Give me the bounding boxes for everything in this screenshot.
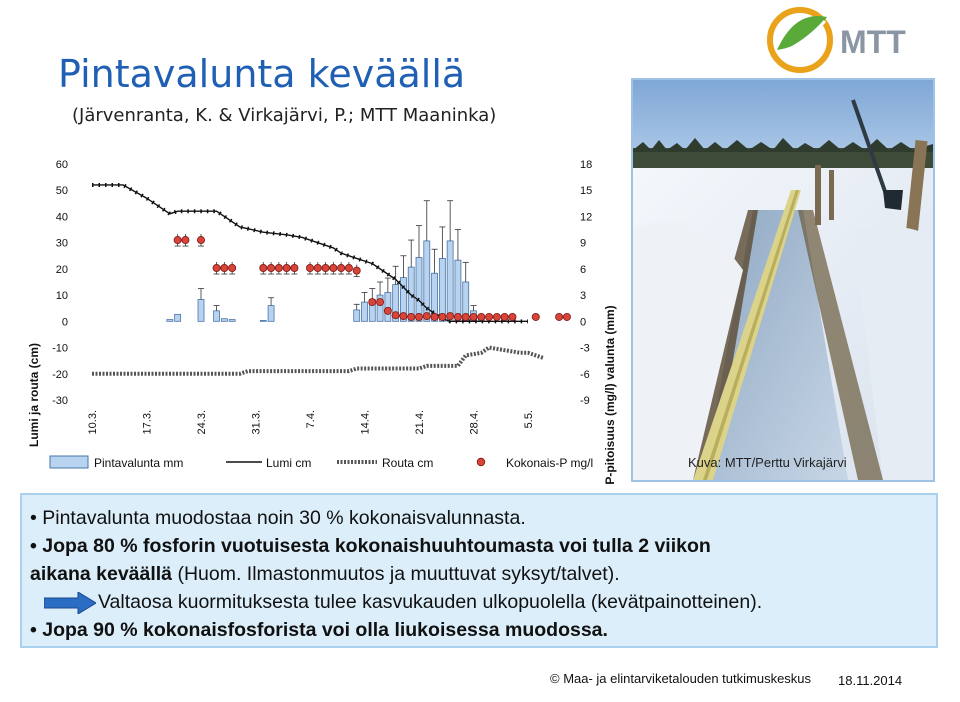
- kokonais-p-point: [182, 236, 189, 243]
- runoff-bar: [268, 306, 274, 322]
- left-tick-label: 60: [55, 159, 68, 171]
- kokonais-p-point: [353, 267, 360, 274]
- right-tick-label: 3: [580, 290, 587, 303]
- kokonais-p-point: [509, 313, 516, 320]
- left-tick-label: 30: [55, 237, 68, 250]
- right-tick-label: -6: [580, 368, 590, 381]
- runoff-bar: [214, 311, 220, 321]
- kokonais-p-point: [267, 264, 274, 271]
- photo-caption: Kuva: MTT/Perttu Virkajärvi: [688, 455, 847, 470]
- kokonais-p-point: [454, 313, 461, 320]
- kokonais-p-point: [314, 264, 321, 271]
- kokonais-p-point: [462, 313, 469, 320]
- kokonais-p-point: [306, 264, 313, 271]
- bullet-2-bold-part: aikana keväällä: [30, 563, 173, 585]
- kokonais-p-point: [485, 313, 492, 320]
- kokonais-p-point: [229, 264, 236, 271]
- x-tick-label: 28.4.: [468, 410, 481, 435]
- key-points-box: [20, 493, 938, 648]
- footer-copyright: © Maa- ja elintarviketalouden tutkimuskeskus: [550, 671, 812, 686]
- runoff-bar: [455, 260, 461, 321]
- bullet-2-continued: [30, 563, 620, 586]
- x-tick-label: 5.5.: [523, 410, 535, 429]
- kokonais-p-point: [338, 264, 345, 271]
- runoff-bar: [198, 299, 204, 321]
- runoff-bar: [416, 258, 422, 322]
- kokonais-p-point: [478, 313, 485, 320]
- kokonais-p-point: [174, 236, 181, 243]
- runoff-bar: [167, 320, 173, 322]
- left-tick-label: 50: [55, 185, 68, 198]
- left-tick-label: 20: [55, 263, 68, 276]
- runoff-bar: [354, 310, 360, 321]
- kokonais-p-point: [563, 313, 570, 320]
- right-tick-label: 6: [580, 263, 587, 276]
- bullet-4-text: Jopa 90 % kokonaisfosforista voi olla liukoisessa muodossa.: [42, 619, 608, 641]
- legend-label-kokonais-p: Kokonais-P mg/l: [506, 456, 594, 470]
- kokonais-p-point: [400, 312, 407, 319]
- kokonais-p-point: [532, 313, 539, 320]
- kokonais-p-point: [322, 264, 329, 271]
- routa-line: [92, 348, 544, 374]
- right-axis-label: P-pitoisuus (mg/l) valunta (mm): [603, 305, 617, 485]
- bullet-2-text: Jopa 80 % fosforin vuotuisesta kokonaishuuhtoumasta voi tulla 2 viikon: [42, 535, 711, 557]
- left-axis-label: Lumi ja routa (cm): [27, 342, 41, 448]
- kokonais-p-point: [556, 313, 563, 320]
- legend-label-pintavalunta: Pintavalunta mm: [94, 456, 184, 470]
- slide-subtitle: (Järvenranta, K. & Virkajärvi, P.; MTT Maaninka): [72, 105, 497, 126]
- legend-swatch-pintavalunta: [50, 456, 88, 468]
- kokonais-p-point: [415, 313, 422, 320]
- runoff-bar: [439, 258, 445, 321]
- kokonais-p-point: [275, 264, 282, 271]
- kokonais-p-point: [330, 264, 337, 271]
- runoff-bar: [175, 314, 181, 321]
- legend-label-lumi: Lumi cm: [266, 456, 312, 470]
- legend-label-routa: Routa cm: [382, 456, 434, 470]
- field-photo: [631, 78, 935, 482]
- x-tick-label: 21.4.: [414, 410, 426, 435]
- kokonais-p-point: [384, 307, 391, 314]
- legend-swatch-kokonais-p: [477, 458, 485, 466]
- kokonais-p-point: [392, 312, 399, 319]
- right-tick-label: 0: [580, 316, 587, 329]
- bullet-4: • Jopa 90 % kokonaisfosforista voi olla liukoisessa muodossa.: [30, 619, 608, 641]
- mtt-leaf-logo-icon: [765, 5, 945, 75]
- runoff-chart: [0, 150, 625, 485]
- kokonais-p-point: [369, 299, 376, 306]
- kokonais-p-point: [213, 264, 220, 271]
- left-tick-label: -30: [52, 395, 68, 407]
- runoff-bar: [362, 302, 368, 321]
- bullet-3-text: Valtaosa kuormituksesta tulee kasvukauden ulkopuolella (kevätpainotteinen).: [98, 591, 763, 613]
- left-tick-label: -10: [52, 342, 68, 355]
- kokonais-p-point: [197, 236, 204, 243]
- left-tick-label: 10: [55, 290, 68, 303]
- kokonais-p-point: [376, 299, 383, 306]
- bullet-3: [98, 591, 762, 614]
- runoff-bar: [447, 241, 453, 321]
- right-tick-label: 18: [580, 159, 593, 171]
- kokonais-p-point: [501, 313, 508, 320]
- kokonais-p-point: [408, 313, 415, 320]
- x-tick-label: 17.3.: [141, 410, 154, 435]
- bullet-2-rest: (Huom. Ilmastonmuutos ja muuttuvat syksyt/talvet).: [172, 563, 620, 585]
- kokonais-p-point: [439, 313, 446, 320]
- bullet-2: • Jopa 80 % fosforin vuotuisesta kokonaishuuhtoumasta voi tulla 2 viikon: [30, 535, 711, 557]
- x-tick-label: 31.3.: [250, 410, 263, 435]
- right-tick-label: -3: [580, 342, 590, 355]
- x-tick-label: 10.3.: [87, 410, 99, 435]
- kokonais-p-point: [283, 264, 290, 271]
- right-tick-label: 9: [580, 237, 587, 250]
- runoff-bar: [221, 319, 227, 322]
- right-tick-label: 12: [580, 211, 593, 224]
- right-arrow-icon: [44, 592, 96, 614]
- kokonais-p-point: [221, 264, 228, 271]
- kokonais-p-point: [291, 264, 298, 271]
- footer-date: 18.11.2014: [838, 673, 903, 688]
- kokonais-p-point: [470, 313, 477, 320]
- logo-text: MTT: [840, 24, 906, 60]
- kokonais-p-point: [423, 312, 430, 319]
- left-tick-label: 40: [55, 211, 68, 224]
- right-tick-label: 15: [580, 185, 593, 198]
- runoff-bar: [260, 320, 266, 321]
- bullet-1-text: Pintavalunta muodostaa noin 30 % kokonaisvalunnasta.: [42, 507, 526, 529]
- left-tick-label: 0: [61, 316, 68, 329]
- left-tick-label: -20: [52, 368, 68, 381]
- kokonais-p-point: [345, 264, 352, 271]
- kokonais-p-point: [493, 313, 500, 320]
- x-tick-label: 14.4.: [359, 410, 372, 435]
- x-tick-label: 7.4.: [305, 410, 317, 429]
- runoff-bar: [229, 320, 235, 322]
- kokonais-p-point: [431, 313, 438, 320]
- kokonais-p-point: [447, 312, 454, 319]
- right-tick-label: -9: [580, 395, 590, 407]
- bullet-1: • Pintavalunta muodostaa noin 30 % kokonaisvalunnasta.: [30, 507, 526, 529]
- kokonais-p-point: [260, 264, 267, 271]
- slide-title: Pintavalunta keväällä: [58, 52, 466, 96]
- x-tick-label: 24.3.: [196, 410, 208, 435]
